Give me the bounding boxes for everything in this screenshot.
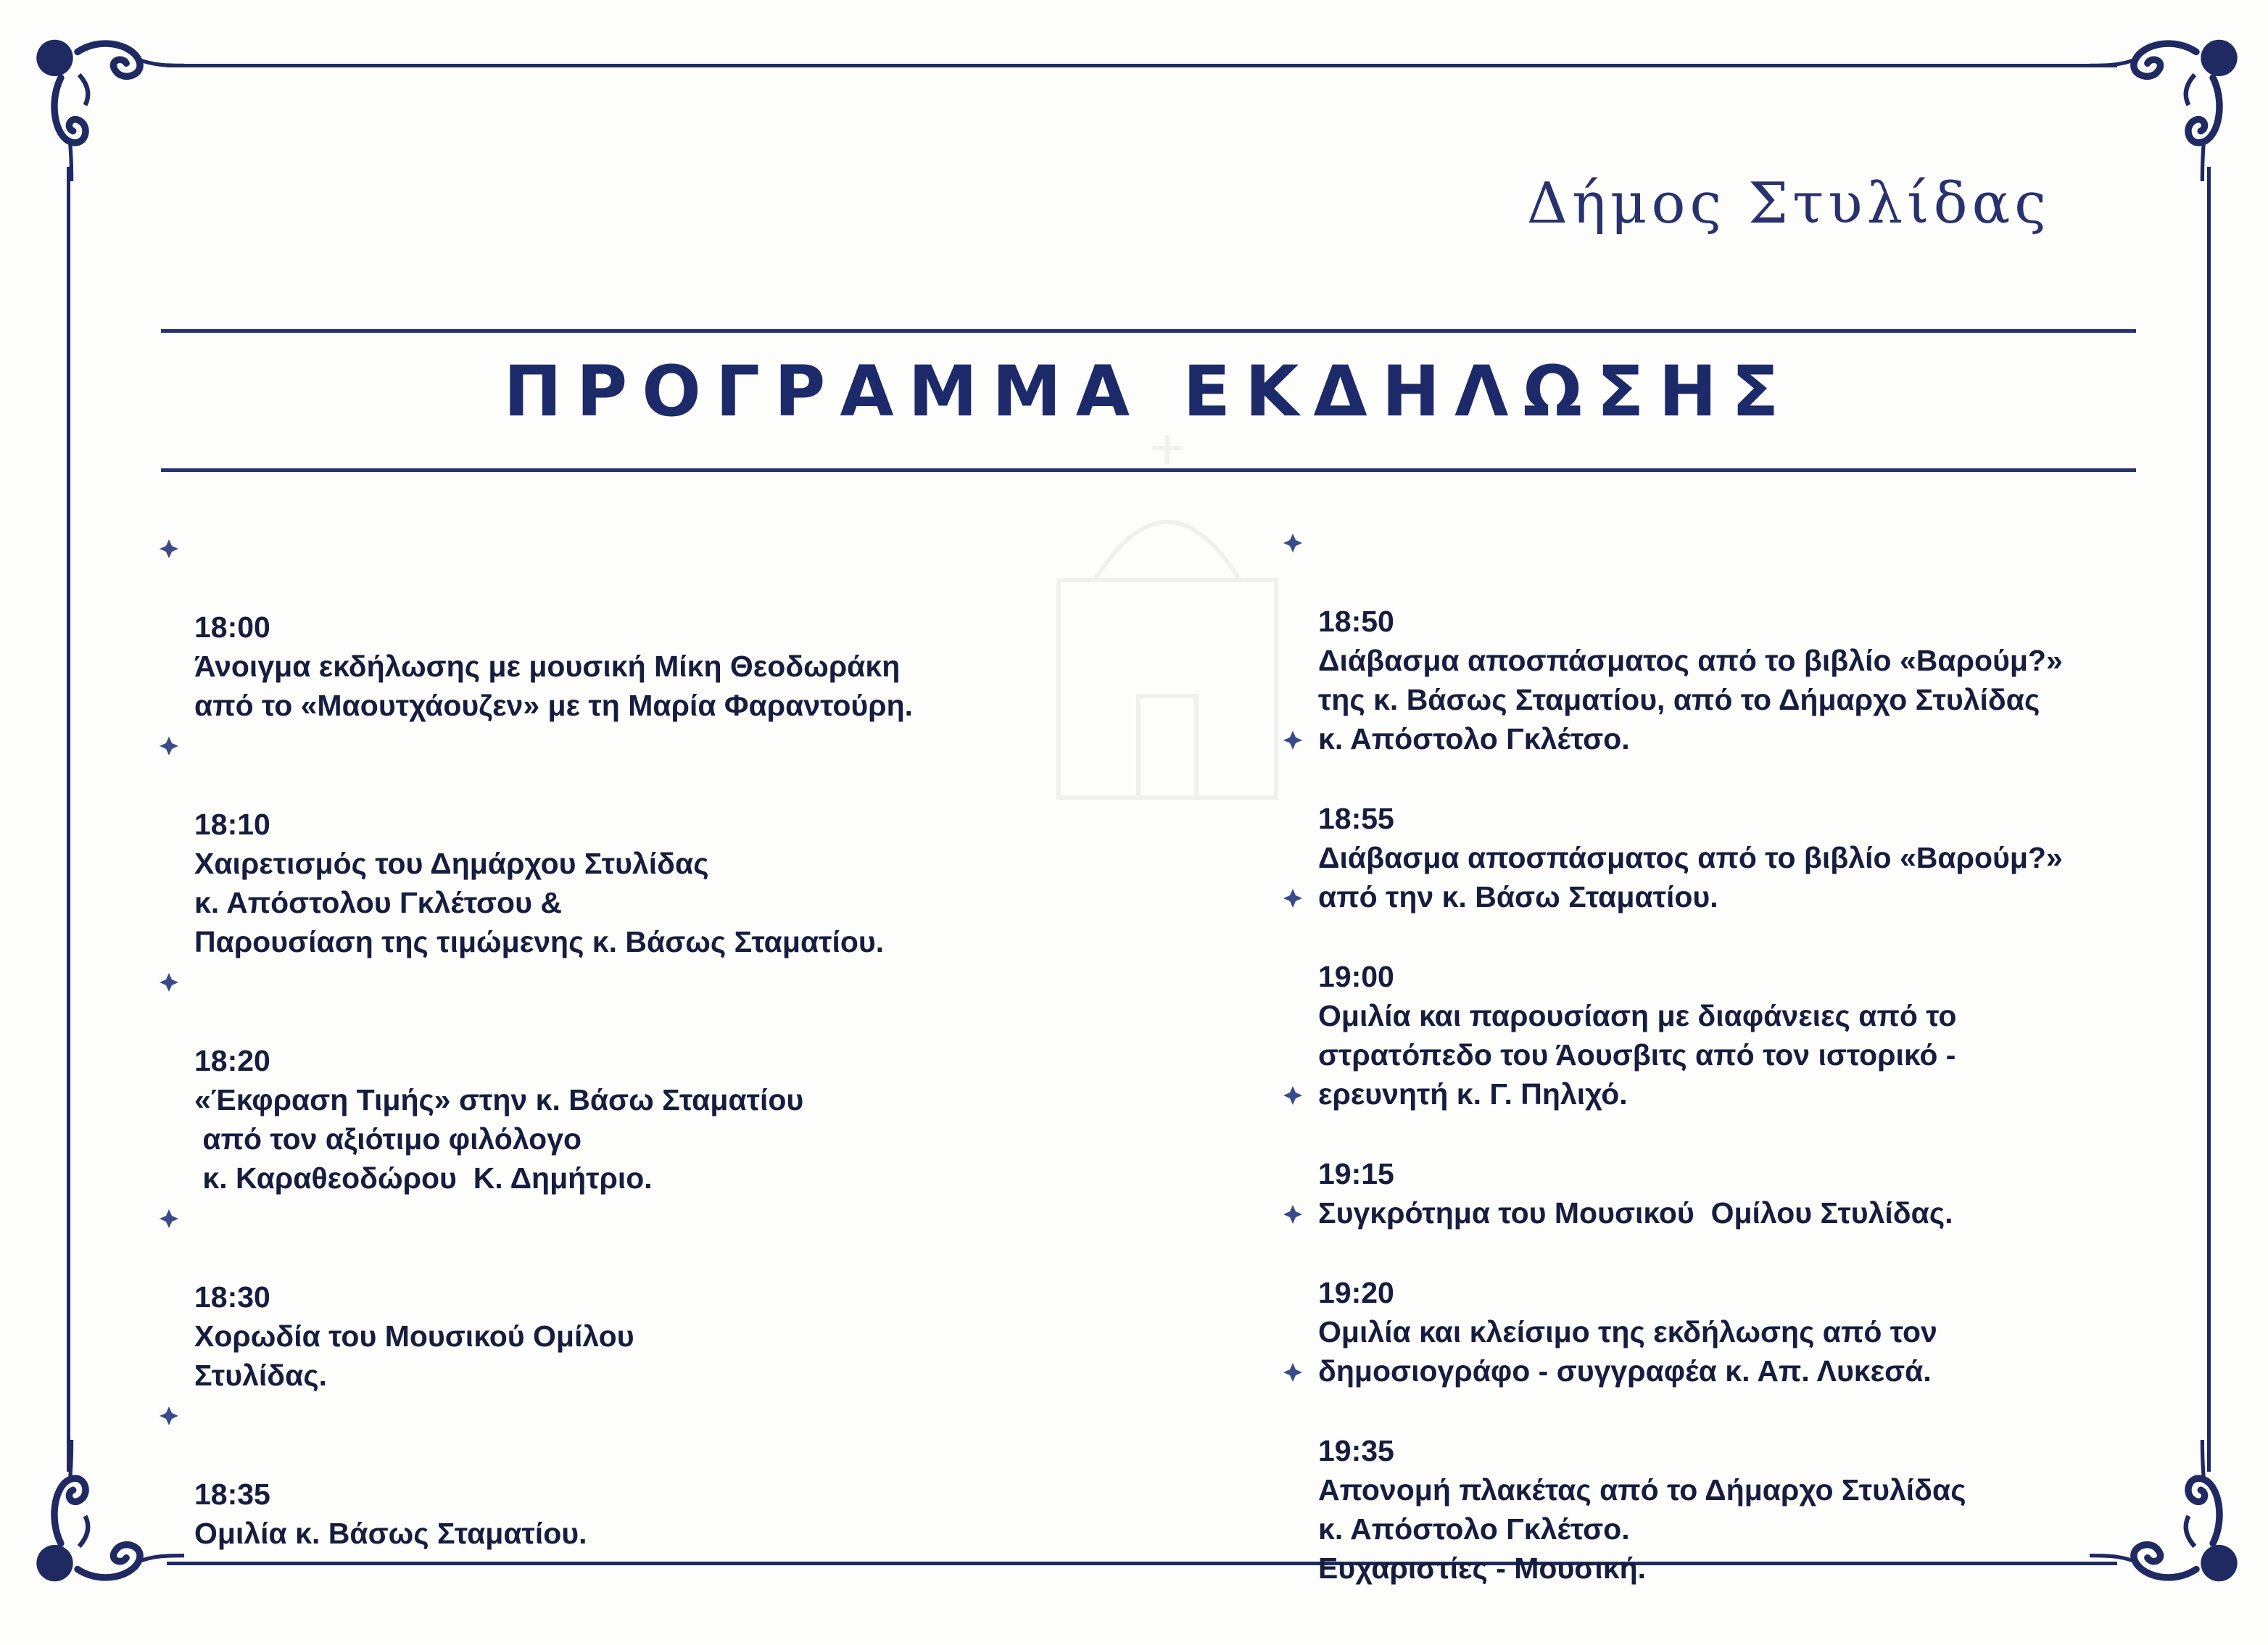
page-title: ΠΡΟΓΡΑΜΜΑ ΕΚΔΗΛΩΣΗΣ — [503, 351, 1794, 432]
program-time: 18:30 — [194, 1280, 270, 1314]
program-time: 18:55 — [1318, 802, 1394, 835]
program-description: Συγκρότημα του Μουσικού Ομίλου Στυλίδας. — [1318, 1196, 1953, 1230]
title-top-rule — [161, 329, 2136, 333]
program-time: 18:10 — [194, 808, 270, 841]
background-church-watermark — [1015, 435, 1320, 812]
program-time: 19:35 — [1318, 1434, 1394, 1467]
program-description: Απονομή πλακέτας από το Δήμαρχο Στυλίδας κ. Απόστολο Γκλέτσο. Ευχαριστίες - Μουσική. — [1318, 1473, 1966, 1585]
program-time: 18:50 — [1318, 605, 1394, 638]
diamond-bullet-icon — [1282, 1085, 1304, 1106]
diamond-bullet-icon — [1282, 1362, 1304, 1383]
diamond-bullet-icon — [1282, 1203, 1304, 1225]
corner-ornament-top-left — [32, 29, 184, 181]
program-description: Ομιλία και κλείσιμο της εκδήλωσης από τον δημοσιογράφο - συγγραφέα κ. Απ. Λυκεσά. — [1318, 1315, 1937, 1388]
frame-top-border — [167, 64, 2117, 67]
program-description: Διάβασμα αποσπάσματος από το βιβλίο «Βαρούμ?» της κ. Βάσως Σταματίου, από το Δήμαρχο Στυλίδας κ. Απόστολο Γκλέτσο. — [1318, 644, 2063, 755]
diamond-bullet-icon — [158, 735, 180, 757]
program-description: Ομιλία και παρουσίαση με διαφάνειες από το στρατόπεδο του Άουσβιτς από τον ιστορικό - ερευνητή κ. Γ. Πηλιχό. — [1318, 999, 1957, 1111]
diamond-bullet-icon — [1282, 729, 1304, 751]
corner-ornament-top-right — [2090, 29, 2242, 181]
program-time: 19:15 — [1318, 1157, 1394, 1190]
title-bottom-rule — [161, 468, 2136, 472]
diamond-bullet-icon — [158, 538, 180, 560]
program-time: 19:20 — [1318, 1276, 1394, 1309]
program-description: Χορωδία του Μουσικού Ομίλου Στυλίδας. — [194, 1319, 634, 1392]
program-description: «Έκφραση Τιμής» στην κ. Βάσω Σταματίου από τον αξιότιμο φιλόλογο κ. Καραθεοδώρου Κ. Δημήτριο. — [194, 1083, 804, 1195]
diamond-bullet-icon — [1282, 887, 1304, 909]
corner-ornament-bottom-right — [2090, 1440, 2242, 1592]
diamond-bullet-icon — [1282, 532, 1304, 554]
program-description: Διάβασμα αποσπάσματος από το βιβλίο «Βαρούμ?» από την κ. Βάσω Σταματίου. — [1318, 841, 2063, 913]
program-time: 18:20 — [194, 1044, 270, 1077]
program-time: 18:00 — [194, 610, 270, 644]
program-description: Χαιρετισμός του Δημάρχου Στυλίδας κ. Απόστολου Γκλέτσου & Παρουσίαση της τιμώμενης κ. Βάσως Σταματίου. — [194, 847, 885, 958]
corner-ornament-bottom-left — [32, 1440, 184, 1592]
diamond-bullet-icon — [158, 1208, 180, 1230]
diamond-bullet-icon — [158, 971, 180, 993]
diamond-bullet-icon — [158, 1405, 180, 1427]
frame-left-border — [67, 167, 70, 1472]
program-description: Ομιλία κ. Βάσως Σταματίου. — [194, 1517, 587, 1550]
program-time: 18:35 — [194, 1478, 270, 1511]
program-description: Άνοιγμα εκδήλωσης με μουσική Μίκη Θεοδωράκη από το «Μαουτχάουζεν» με τη Μαρία Φαραντούρη. — [194, 650, 914, 722]
program-time: 19:00 — [1318, 960, 1394, 993]
frame-right-border — [2207, 167, 2211, 1472]
municipality-name: Δήμος Στυλίδας — [1526, 171, 2050, 236]
